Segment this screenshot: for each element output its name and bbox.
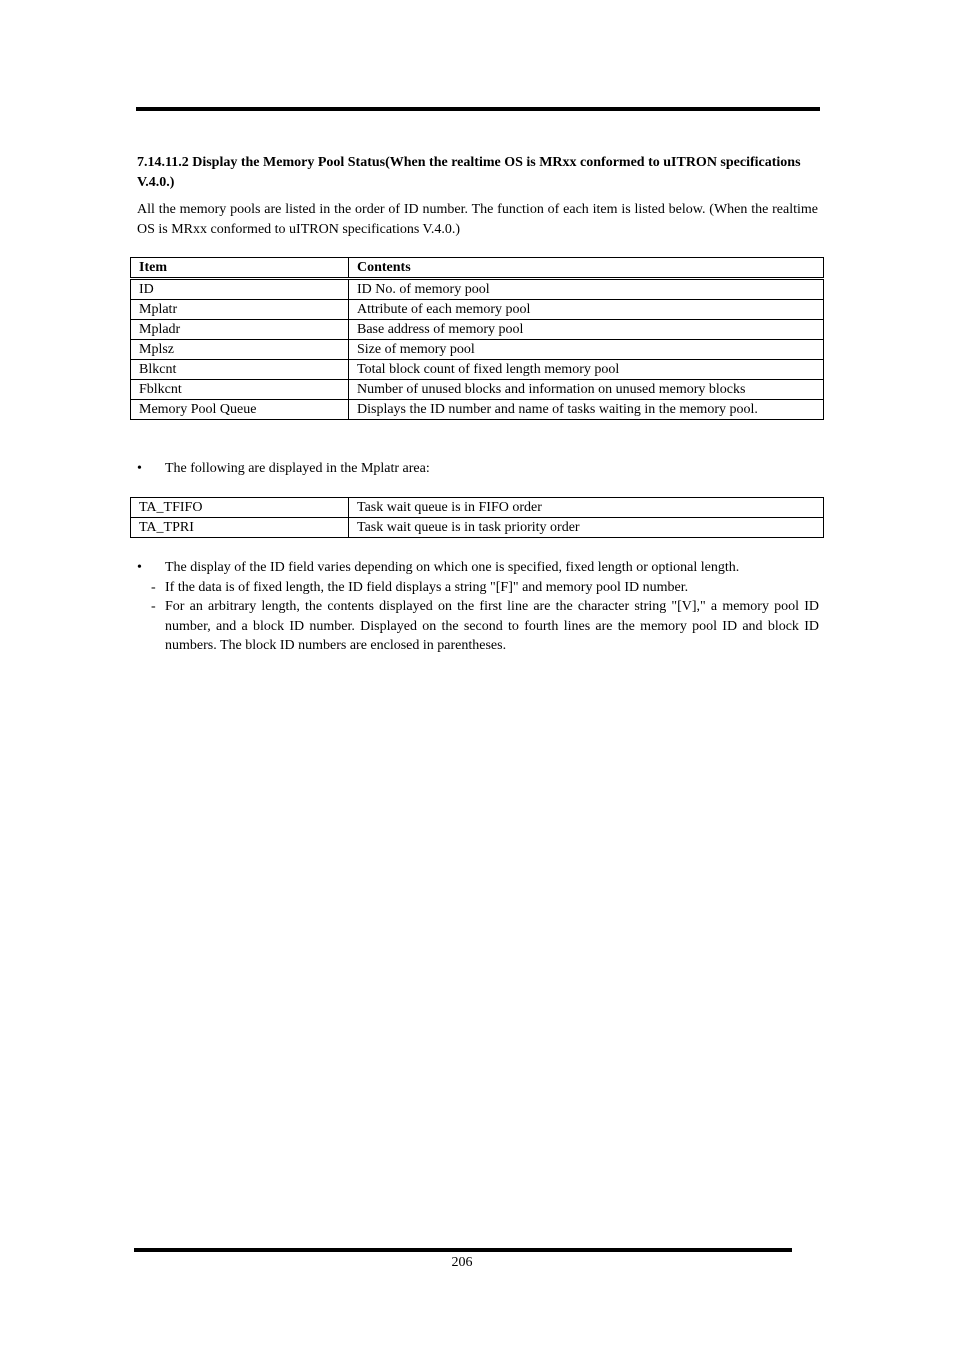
bullet-glyph: • xyxy=(137,560,142,575)
contents-cell: Total block count of fixed length memory pool xyxy=(349,360,824,380)
dash-glyph: - xyxy=(151,579,156,595)
item-cell: Mpladr xyxy=(131,320,349,340)
column-header-contents: Contents xyxy=(349,258,824,279)
table-header-row xyxy=(131,258,824,279)
bullet-id-field xyxy=(137,558,819,656)
items-table xyxy=(130,257,824,420)
item-cell: Mplsz xyxy=(131,340,349,360)
contents-cell: Number of unused blocks and information on unused memory blocks xyxy=(349,380,824,400)
table-row xyxy=(131,400,824,420)
table-row xyxy=(131,320,824,340)
attribute-name-cell: TA_TFIFO xyxy=(131,498,349,518)
bullet-glyph: • xyxy=(137,461,142,476)
attribute-desc-cell: Task wait queue is in FIFO order xyxy=(349,498,824,518)
attribute-table xyxy=(130,497,824,538)
contents-cell: Displays the ID number and name of tasks waiting in the memory pool. xyxy=(349,400,824,420)
sub-item-arbitrary-length xyxy=(151,597,819,656)
sub-item-text: If the data is of fixed length, the ID field displays a string "[F]" and memory pool ID number. xyxy=(165,579,689,595)
bullet-text: The display of the ID field varies depending on which one is specified, fixed length or optional length. xyxy=(165,560,740,575)
item-cell: Fblkcnt xyxy=(131,380,349,400)
item-cell: ID xyxy=(131,279,349,300)
attribute-desc-cell: Task wait queue is in task priority order xyxy=(349,518,824,538)
contents-cell: Base address of memory pool xyxy=(349,320,824,340)
header-rule xyxy=(136,107,820,111)
table-row xyxy=(131,340,824,360)
intro-paragraph: All the memory pools are listed in the order of ID number. The function of each item is listed below. (When the realtime OS is MRxx conformed to uITRON specifications V.4.0.) xyxy=(137,202,818,237)
item-cell: Blkcnt xyxy=(131,360,349,380)
contents-cell: ID No. of memory pool xyxy=(349,279,824,300)
sub-item-text: For an arbitrary length, the contents displayed on the first line are the character string "[V]," a memory pool ID number, and a block ID number. Displayed on the second to fourth lines are the memory pool ID and block ID numbers. The block ID numbers are enclosed in parentheses. xyxy=(165,599,819,653)
column-header-item: Item xyxy=(131,258,349,279)
table-row xyxy=(131,518,824,538)
page-number: 206 xyxy=(451,1255,473,1270)
bullet-text: The following are displayed in the Mplatr area: xyxy=(165,461,430,476)
attribute-name-cell: TA_TPRI xyxy=(131,518,349,538)
item-cell: Mplatr xyxy=(131,300,349,320)
table-row xyxy=(131,360,824,380)
table-row xyxy=(131,279,824,300)
contents-cell: Size of memory pool xyxy=(349,340,824,360)
sub-item-fixed-length xyxy=(151,578,819,598)
section-heading: 7.14.11.2 Display the Memory Pool Status(When the realtime OS is MRxx conformed to uITRON specifications V.4.0.) xyxy=(137,155,801,190)
item-cell: Memory Pool Queue xyxy=(131,400,349,420)
table-row xyxy=(131,300,824,320)
dash-glyph: - xyxy=(151,599,156,614)
footer-rule xyxy=(134,1248,792,1252)
contents-cell: Attribute of each memory pool xyxy=(349,300,824,320)
table-row xyxy=(131,380,824,400)
bullet-mplatr xyxy=(137,459,819,479)
table-row xyxy=(131,498,824,518)
